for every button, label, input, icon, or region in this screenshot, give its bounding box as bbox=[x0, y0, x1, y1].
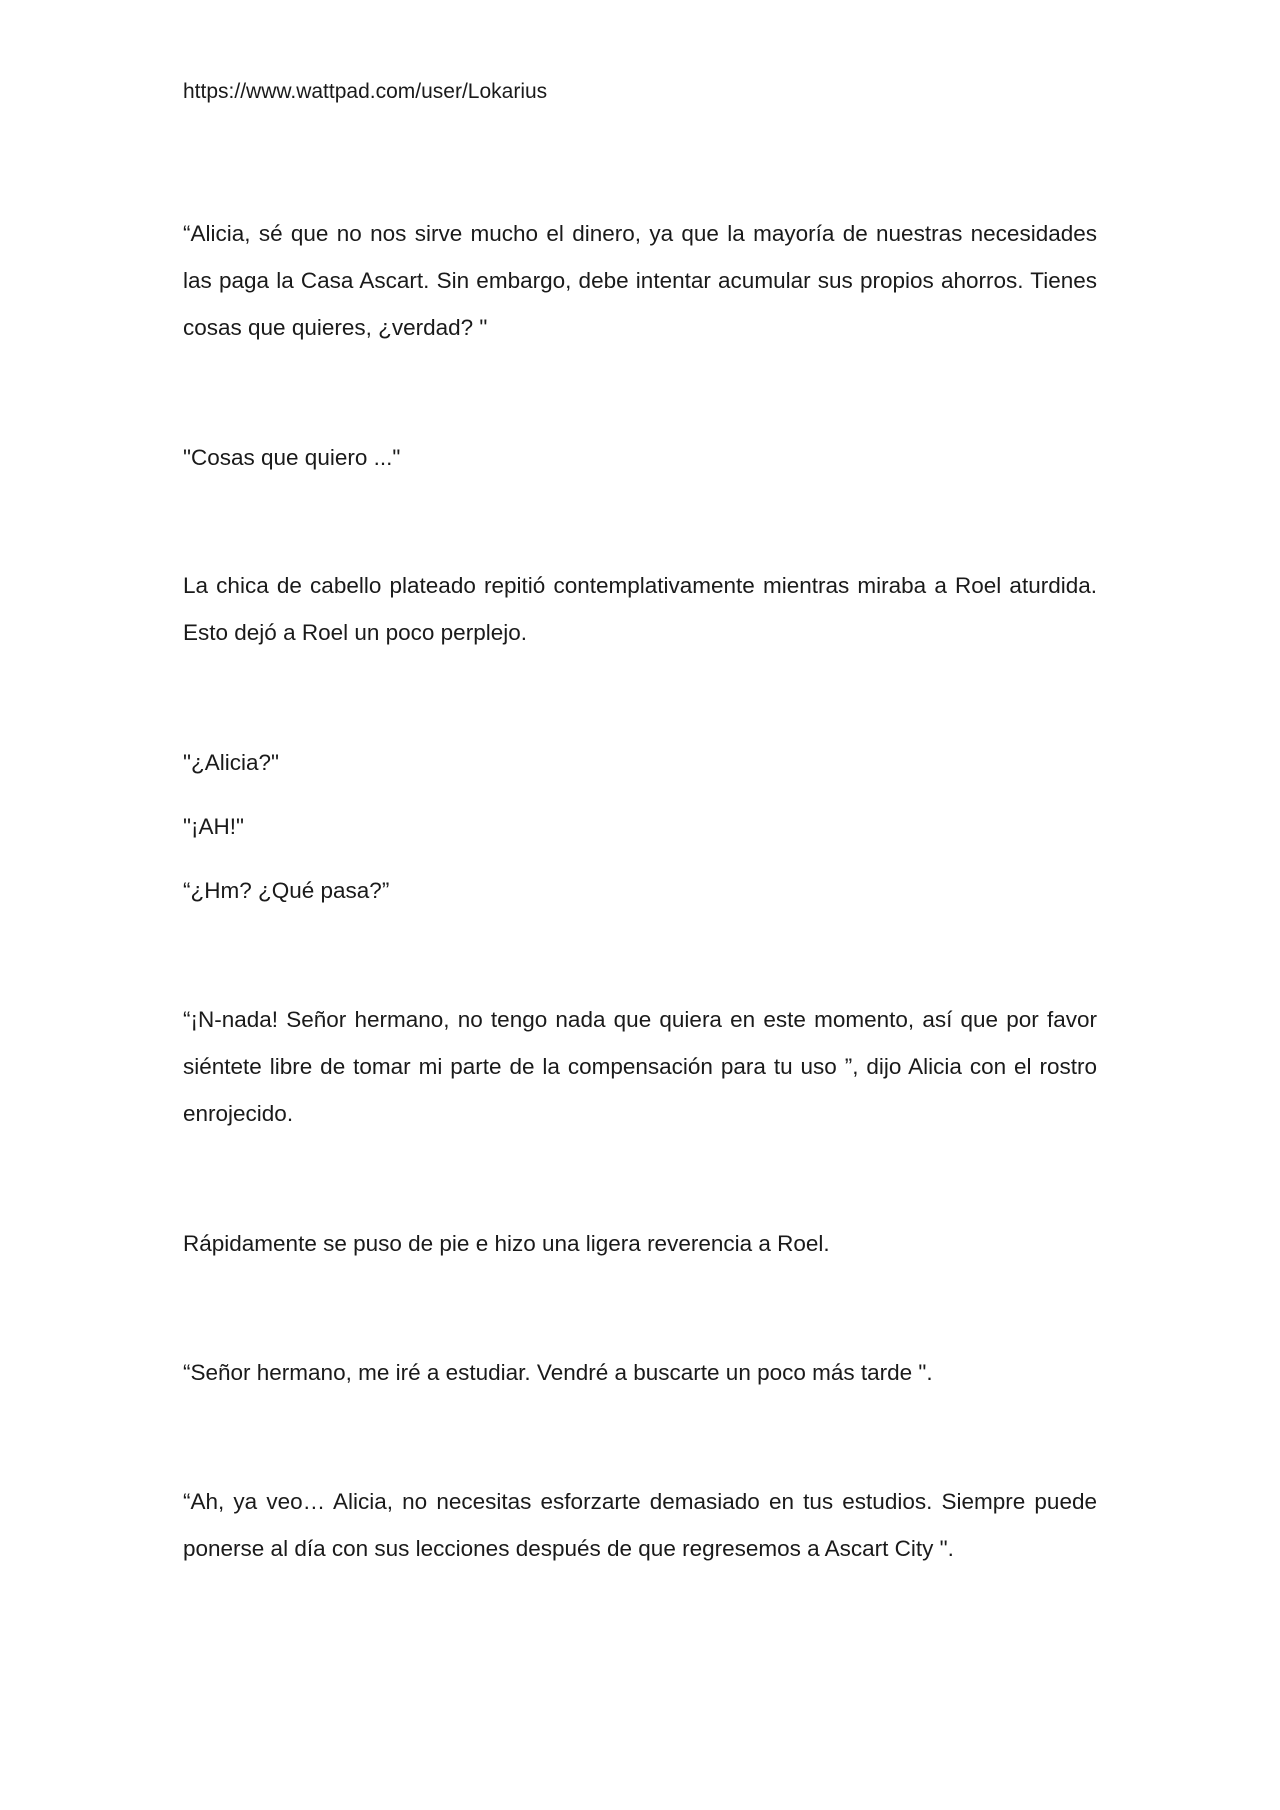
paragraph-7: “¡N-nada! Señor hermano, no tengo nada que quiera en este momento, así que por favor siéntete libre de tomar mi parte de la compensación para tu uso ”, dijo Alicia con el rostro enrojecido. bbox=[183, 1007, 1097, 1126]
header-url: https://www.wattpad.com/user/Lokarius bbox=[183, 80, 548, 103]
paragraph-4: "¿Alicia?" bbox=[183, 750, 279, 775]
paragraph-9: “Señor hermano, me iré a estudiar. Vendré a buscarte un poco más tarde ". bbox=[183, 1360, 933, 1385]
paragraph-1: “Alicia, sé que no nos sirve mucho el dinero, ya que la mayoría de nuestras necesidades las paga la Casa Ascart. Sin embargo, debe intentar acumular sus propios ahorros. Tienes cosas que quieres, ¿verdad? " bbox=[183, 221, 1097, 340]
paragraph-5: "¡AH!" bbox=[183, 814, 244, 839]
paragraph-8: Rápidamente se puso de pie e hizo una ligera reverencia a Roel. bbox=[183, 1231, 830, 1256]
paragraph-6: “¿Hm? ¿Qué pasa?” bbox=[183, 878, 390, 903]
paragraph-2: "Cosas que quiero ..." bbox=[183, 445, 401, 470]
paragraph-10: “Ah, ya veo… Alicia, no necesitas esforzarte demasiado en tus estudios. Siempre puede ponerse al día con sus lecciones después de que regresemos a Ascart City ". bbox=[183, 1489, 1097, 1561]
paragraph-3: La chica de cabello plateado repitió contemplativamente mientras miraba a Roel aturdida. Esto dejó a Roel un poco perplejo. bbox=[183, 573, 1097, 645]
